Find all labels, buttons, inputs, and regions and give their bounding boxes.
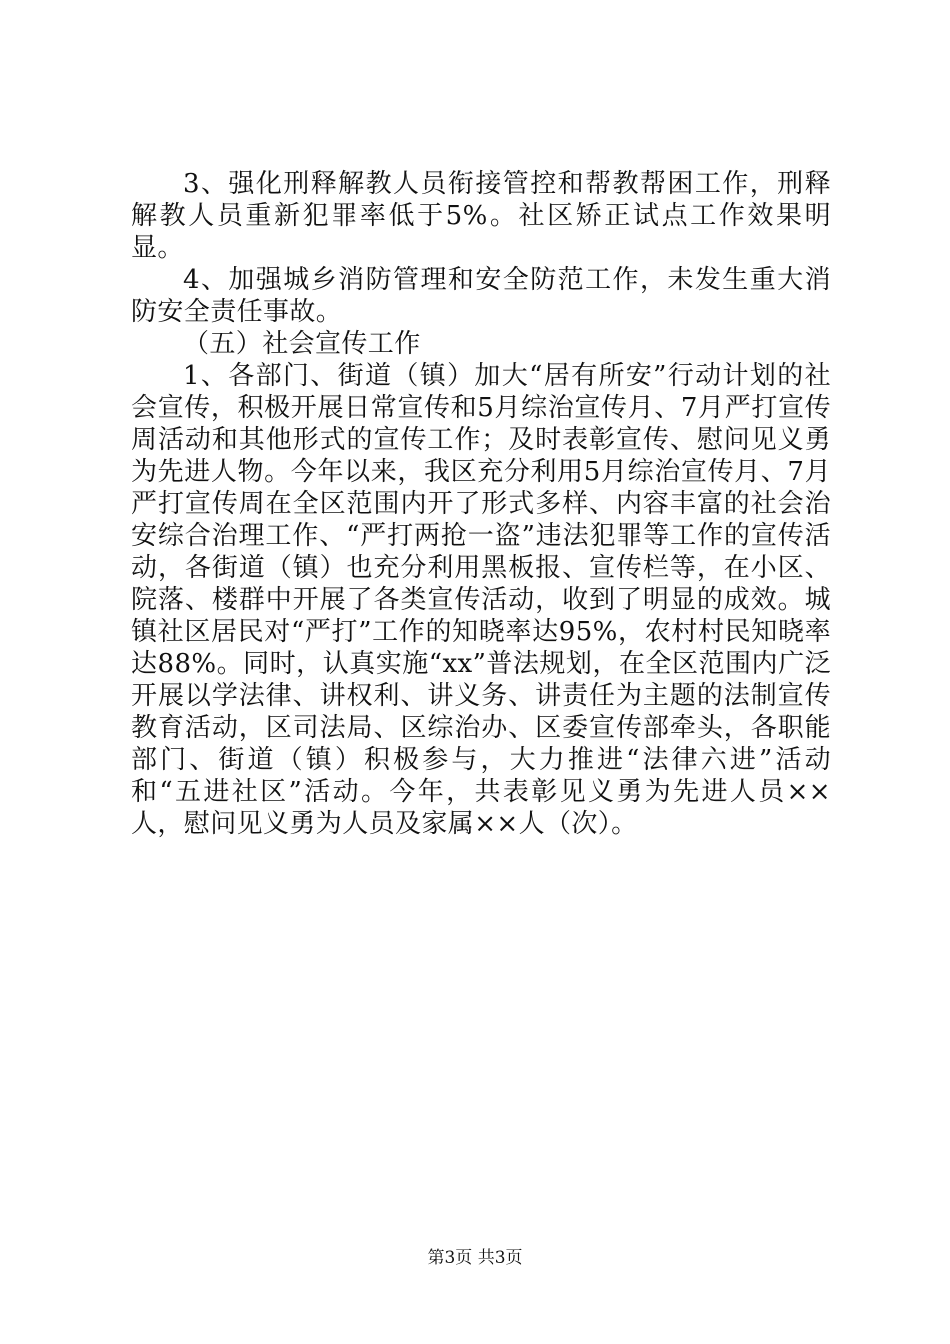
paragraph-publicity-1: 1、各部门、街道（镇）加大“居有所安”行动计划的社会宣传，积极开展日常宣传和5月综治宣传月、7月严打宣传周活动和其他形式的宣传工作；及时表彰宣传、慰问见义勇为先进人物。今年以来，我区充分利用5月综治宣传月、7月严打宣传周在全区范围内开了形式多样、内容丰富的社会治安综合治理工作、“严打两抢一盗”违法犯罪等工作的宣传活动，各街道（镇）也充分利用黑板报、宣传栏等，在小区、院落、楼群中开展了各类宣传活动，收到了明显的成效。城镇社区居民对“严打”工作的知晓率达95%，农村村民知晓率达88%。同时，认真实施“xx”普法规划，在全区范围内广泛开展以学法律、讲权利、讲义务、讲责任为主题的法制宣传教育活动，区司法局、区综治办、区委宣传部牵头，各职能部门、街道（镇）积极参与，大力推进“法律六进”活动和“五进社区”活动。今年，共表彰见义勇为先进人员××人，慰问见义勇为人员及家属××人（次）。 — [131, 361, 831, 839]
document-body — [131, 168, 831, 840]
paragraph-item-4: 4、加强城乡消防管理和安全防范工作，未发生重大消防安全责任事故。 — [131, 265, 831, 327]
section-heading-social-publicity: （五）社会宣传工作 — [183, 329, 421, 359]
page-footer: 第3页 共3页 — [427, 1248, 523, 1268]
paragraph-item-3: 3、强化刑释解教人员衔接管控和帮教帮困工作，刑释解教人员重新犯罪率低于5%。社区矫正试点工作效果明显。 — [131, 169, 831, 263]
